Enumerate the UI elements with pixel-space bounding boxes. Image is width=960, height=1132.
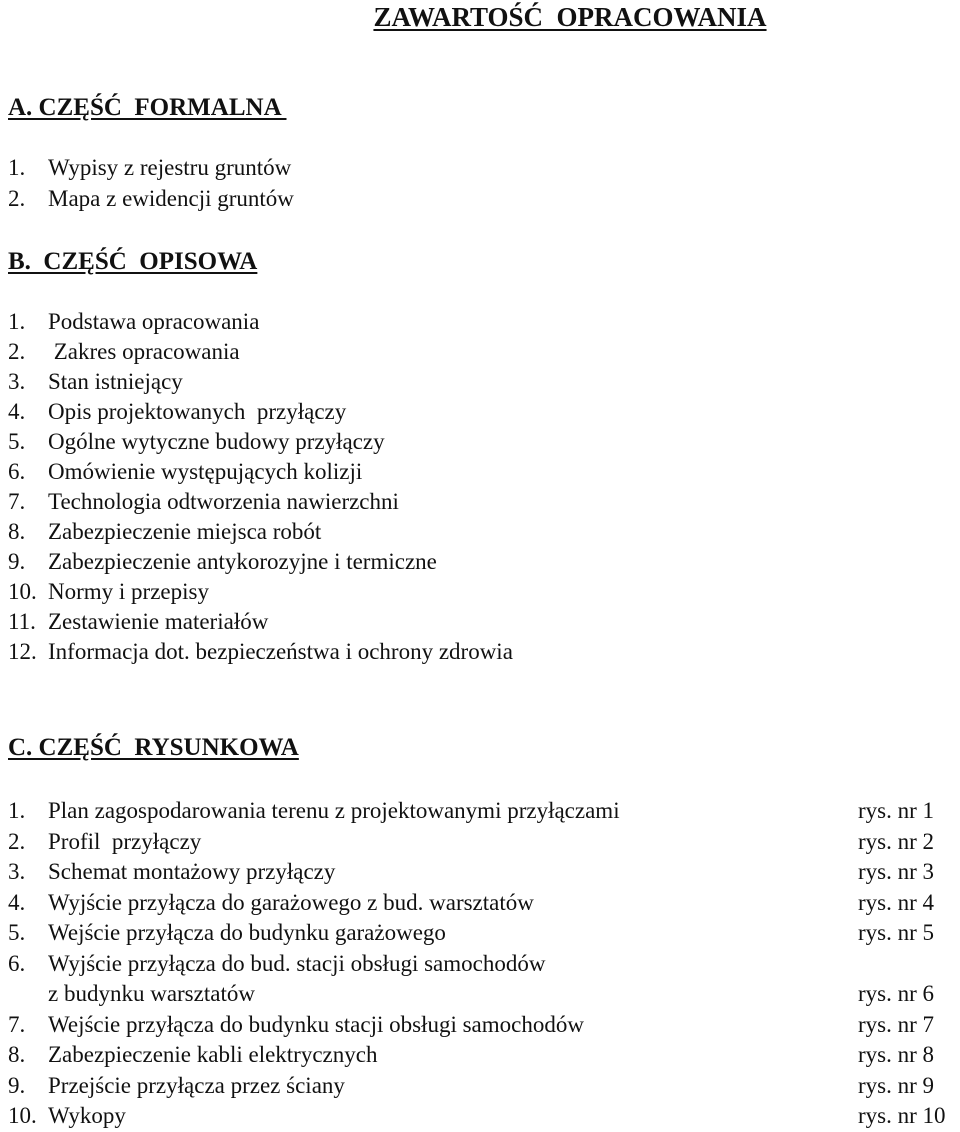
item-number: 1. <box>8 155 26 180</box>
section-b-heading: B. CZĘŚĆ OPISOWA <box>8 248 258 275</box>
list-item <box>8 337 958 367</box>
item-text: Przejście przyłącza przez ściany <box>48 1072 345 1098</box>
drawing-ref: rys. nr 7 <box>858 1011 935 1037</box>
item-text: Ogólne wytyczne budowy przyłączy <box>48 429 385 454</box>
item-number: 4. <box>8 889 26 915</box>
item-number: 1. <box>8 309 26 334</box>
item-number: 6. <box>8 950 26 976</box>
drawing-ref: rys. nr 6 <box>858 981 935 1006</box>
drawing-ref: rys. nr 1 <box>858 798 935 823</box>
item-number: 8. <box>8 519 26 544</box>
item-number: 9. <box>8 549 26 574</box>
section-c-heading: C. CZĘŚĆ RYSUNKOWA <box>8 734 299 761</box>
item-text: Zabezpieczenie kabli elektrycznych <box>48 1042 378 1067</box>
item-number: 2. <box>8 186 26 211</box>
item-number: 9. <box>8 1072 26 1098</box>
list-item <box>8 487 958 517</box>
item-text: Technologia odtworzenia nawierzchni <box>48 489 399 514</box>
item-number: 5. <box>8 920 26 945</box>
list-item <box>8 637 958 667</box>
section-a-list <box>8 152 958 214</box>
list-item <box>8 427 958 457</box>
list-item <box>8 827 958 858</box>
section-c-list <box>8 796 958 1132</box>
item-text: Wyjście przyłącza do garażowego z bud. warsztatów <box>48 889 534 915</box>
item-text: Normy i przepisy <box>48 579 209 604</box>
drawing-ref: rys. nr 2 <box>858 828 935 854</box>
item-text: Wejście przyłącza do budynku stacji obsługi samochodów <box>48 1011 584 1037</box>
item-number: 2. <box>8 828 26 854</box>
list-item <box>8 857 958 888</box>
item-number: 2. <box>8 339 26 364</box>
item-text: Opis projektowanych przyłączy <box>48 399 347 424</box>
item-text: Wyjście przyłącza do bud. stacji obsługi samochodów <box>48 950 546 976</box>
list-item <box>8 517 958 547</box>
item-text: Plan zagospodarowania terenu z projektowanymi przyłączami <box>48 798 620 823</box>
drawing-ref: rys. nr 5 <box>858 920 935 945</box>
list-item <box>8 1010 958 1041</box>
item-number: 12. <box>8 639 37 664</box>
item-number: 8. <box>8 1042 26 1067</box>
drawing-ref: rys. nr 3 <box>858 859 935 884</box>
item-text: Wypisy z rejestru gruntów <box>48 155 292 180</box>
item-text: Zabezpieczenie miejsca robót <box>48 519 322 544</box>
item-number: 10. <box>8 579 37 604</box>
list-item <box>8 1101 958 1132</box>
list-item <box>8 397 958 427</box>
item-number: 5. <box>8 429 26 454</box>
drawing-ref: rys. nr 8 <box>858 1042 935 1067</box>
item-text: Wejście przyłącza do budynku garażowego <box>48 920 446 945</box>
list-item <box>8 607 958 637</box>
list-item <box>8 1040 958 1071</box>
list-item <box>8 1071 958 1102</box>
list-item <box>8 949 958 980</box>
drawing-ref: rys. nr 4 <box>858 889 935 915</box>
item-text: Stan istniejący <box>48 369 183 394</box>
item-number: 10. <box>8 1103 37 1128</box>
list-item <box>8 796 958 827</box>
item-text: Schemat montażowy przyłączy <box>48 859 336 884</box>
item-number: 7. <box>8 1011 26 1037</box>
item-text-continuation: z budynku warsztatów <box>48 981 255 1006</box>
item-text: Informacja dot. bezpieczeństwa i ochrony zdrowia <box>48 639 513 664</box>
page-title: ZAWARTOŚĆ OPRACOWANIA <box>373 2 767 32</box>
list-item <box>8 918 958 949</box>
item-text: Zabezpieczenie antykorozyjne i termiczne <box>48 549 437 574</box>
list-item-continuation <box>8 979 958 1010</box>
item-text: Profil przyłączy <box>48 828 202 854</box>
item-number: 11. <box>8 609 36 634</box>
item-text: Wykopy <box>48 1103 126 1128</box>
list-item <box>8 183 958 214</box>
item-number: 3. <box>8 369 26 394</box>
list-item <box>8 457 958 487</box>
drawing-ref: rys. nr 9 <box>858 1072 935 1098</box>
item-number: 4. <box>8 399 26 424</box>
drawing-ref: rys. nr 10 <box>858 1103 946 1128</box>
list-item <box>8 367 958 397</box>
list-item <box>8 888 958 919</box>
list-item <box>8 547 958 577</box>
item-text: Omówienie występujących kolizji <box>48 459 363 484</box>
list-item <box>8 577 958 607</box>
list-item <box>8 152 958 183</box>
item-number: 1. <box>8 798 26 823</box>
item-text: Zestawienie materiałów <box>48 609 269 634</box>
item-text: Podstawa opracowania <box>48 309 260 334</box>
item-number: 3. <box>8 859 26 884</box>
item-number: 7. <box>8 489 26 514</box>
list-item <box>8 307 958 337</box>
item-text: Zakres opracowania <box>48 339 240 364</box>
item-number: 6. <box>8 459 26 484</box>
section-a-heading: A. CZĘŚĆ FORMALNA <box>8 94 287 121</box>
section-b-list <box>8 307 958 667</box>
item-text: Mapa z ewidencji gruntów <box>48 186 294 211</box>
